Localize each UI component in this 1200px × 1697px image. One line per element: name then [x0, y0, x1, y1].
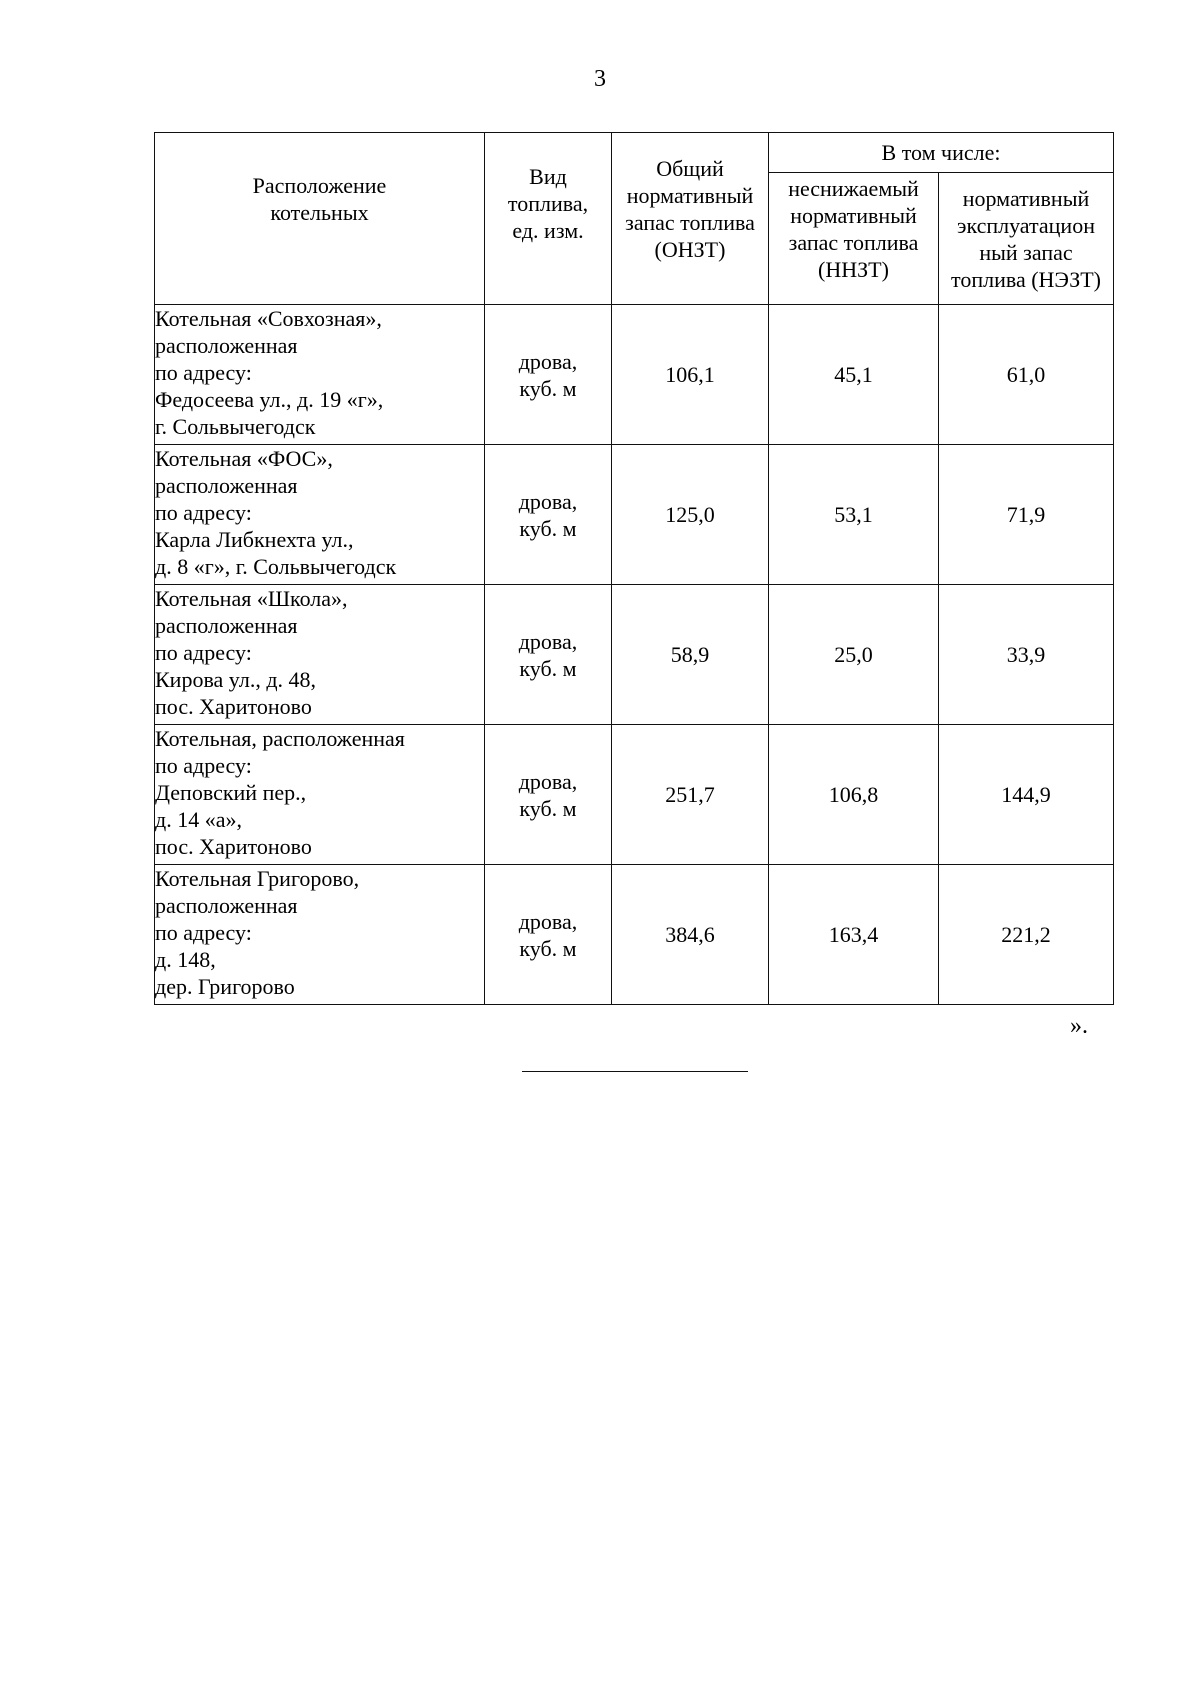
cell-nezt: 221,2 [939, 865, 1114, 1005]
cell-location: Котельная «ФОС», расположенная по адресу: Карла Либкнехта ул., д. 8 «г», г. Сольвычегодск [155, 445, 485, 585]
table-row [155, 585, 1114, 725]
cell-fuel-type: дрова, куб. м [485, 585, 612, 725]
cell-fuel-type: дрова, куб. м [485, 865, 612, 1005]
cell-nnzt: 163,4 [769, 865, 939, 1005]
table-row [155, 865, 1114, 1005]
cell-location: Котельная Григорово, расположенная по адресу: д. 148, дер. Григорово [155, 865, 485, 1005]
page-number: 3 [594, 66, 606, 92]
closing-quote: ». [1070, 1013, 1088, 1039]
cell-nnzt: 45,1 [769, 305, 939, 445]
header-fuel-type: Вид топлива, ед. изм. [485, 133, 612, 305]
table-row [155, 305, 1114, 445]
cell-total: 106,1 [612, 305, 769, 445]
table-row [155, 445, 1114, 585]
cell-total: 125,0 [612, 445, 769, 585]
cell-nnzt: 106,8 [769, 725, 939, 865]
header-including: В том числе: [769, 133, 1114, 173]
table-row [155, 725, 1114, 865]
cell-total: 58,9 [612, 585, 769, 725]
cell-fuel-type: дрова, куб. м [485, 305, 612, 445]
header-nnzt: неснижаемый нормативный запас топлива (ННЗТ) [769, 173, 939, 305]
cell-nezt: 33,9 [939, 585, 1114, 725]
cell-nezt: 144,9 [939, 725, 1114, 865]
end-divider [522, 1071, 748, 1072]
header-location: Расположение котельных [155, 133, 485, 305]
cell-total: 251,7 [612, 725, 769, 865]
header-total-reserve: Общий нормативный запас топлива (ОНЗТ) [612, 133, 769, 305]
cell-fuel-type: дрова, куб. м [485, 725, 612, 865]
cell-total: 384,6 [612, 865, 769, 1005]
cell-location: Котельная, расположенная по адресу: Деповский пер., д. 14 «а», пос. Харитоново [155, 725, 485, 865]
header-nezt: нормативный эксплуатацион ный запас топлива (НЭЗТ) [939, 173, 1114, 305]
fuel-reserve-table [154, 132, 1114, 1005]
cell-nezt: 61,0 [939, 305, 1114, 445]
cell-nezt: 71,9 [939, 445, 1114, 585]
cell-location: Котельная «Совхозная», расположенная по адресу: Федосеева ул., д. 19 «г», г. Сольвычегодск [155, 305, 485, 445]
cell-nnzt: 53,1 [769, 445, 939, 585]
cell-fuel-type: дрова, куб. м [485, 445, 612, 585]
cell-location: Котельная «Школа», расположенная по адресу: Кирова ул., д. 48, пос. Харитоново [155, 585, 485, 725]
cell-nnzt: 25,0 [769, 585, 939, 725]
